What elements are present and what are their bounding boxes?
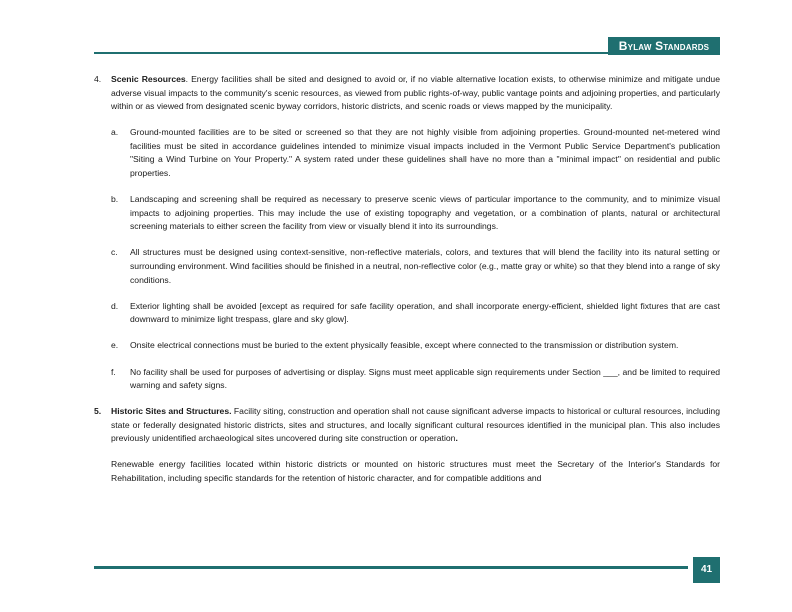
item-letter: a. — [111, 127, 119, 138]
section-4 — [94, 73, 720, 114]
page-number: 41 — [693, 557, 720, 583]
section-5 — [94, 405, 720, 446]
footer-rule — [94, 566, 688, 569]
section-4-item-e — [111, 339, 720, 353]
section-5-paragraph-2: Renewable energy facilities located within historic districts or mounted on historic structures must meet the Secretary of the Interior's Standards for Rehabilitation, including specific standards for the retention of historic character, and for compatible additions and — [111, 459, 720, 484]
section-4-item-c — [111, 246, 720, 287]
item-text: No facility shall be used for purposes of advertising or display. Signs must meet applicable sign requirements under Section ___, and be limited to required warning and safety signs. — [130, 366, 720, 391]
item-letter: b. — [111, 194, 119, 205]
section-4-item-f — [111, 366, 720, 393]
section-4-item-a — [111, 126, 720, 180]
section-5-text: Facility siting, construction and operation shall not cause significant adverse impacts to historical or cultural resources, including state or federally designated historic districts, sites and structures, and locally significant cultural resources identified in the municipal plan. This also includes previously unidentified archaeological sites uncovered during site construction or operation — [111, 406, 720, 444]
section-4-item-b — [111, 193, 720, 234]
section-4-number: 4. — [94, 74, 102, 84]
item-letter: c. — [111, 247, 118, 258]
section-4-item-d — [111, 300, 720, 327]
section-5-number: 5. — [94, 406, 102, 417]
item-text: Ground-mounted facilities are to be sited or screened so that they are not highly visible from adjoining properties. Ground-mounted net-metered wind facilities must be sited in accordance guidelines intended to minimize visual impacts included in the Vermont Public Service Department's publication "Siting a Wind Turbine on Your Property." A system rated under these guidelines shall have no more than a "minimal impact" on residential and public properties. — [130, 127, 720, 179]
header-rule — [94, 52, 608, 54]
section-4-paragraph — [111, 73, 720, 114]
item-letter: d. — [111, 300, 119, 311]
section-5-title: Historic Sites and Structures. — [111, 406, 232, 417]
section-header-tab: Bylaw Standards — [608, 37, 720, 55]
item-text: Exterior lighting shall be avoided [except as required for safe facility operation, and shall incorporate energy-efficient, shielded light fixtures that are cast downward to minimize light trespass, glare and sky glow]. — [130, 300, 720, 325]
item-text: All structures must be designed using context-sensitive, non-reflective materials, colors, and textures that will blend the facility into its natural setting or surrounding environment. Wind facilities should be finished in a neutral, non-reflective color (e.g., matte gray or white) so that they blend into a range of sky conditions. — [130, 247, 720, 285]
item-letter: e. — [111, 340, 119, 351]
section-4-title: Scenic Resources — [111, 74, 186, 84]
item-text: Onsite electrical connections must be buried to the extent physically feasible, except where connected to the transmission or distribution system. — [130, 340, 679, 351]
section-5-end-period: . — [455, 433, 458, 444]
item-text: Landscaping and screening shall be required as necessary to preserve scenic views of particular importance to the community, and to minimize visual impacts to adjoining properties. This may include the use of existing topography and vegetation, or a combination of plants, natural or architectural screening materials to either screen the facility from view or visually blend it into its surroundings. — [130, 194, 720, 232]
document-body — [94, 73, 720, 498]
item-letter: f. — [111, 366, 116, 377]
section-4-text: . Energy facilities shall be sited and designed to avoid or, if no viable alternative location exists, to otherwise minimize and mitigate undue adverse visual impacts to the community's scenic resources, as viewed from public rights-of-way, public vantage points and adjoining properties, and particularly within or as viewed from designated scenic byway corridors, historic districts, and scenic roads or views mapped by the municipality. — [111, 74, 720, 112]
section-5-paragraph — [111, 405, 720, 446]
